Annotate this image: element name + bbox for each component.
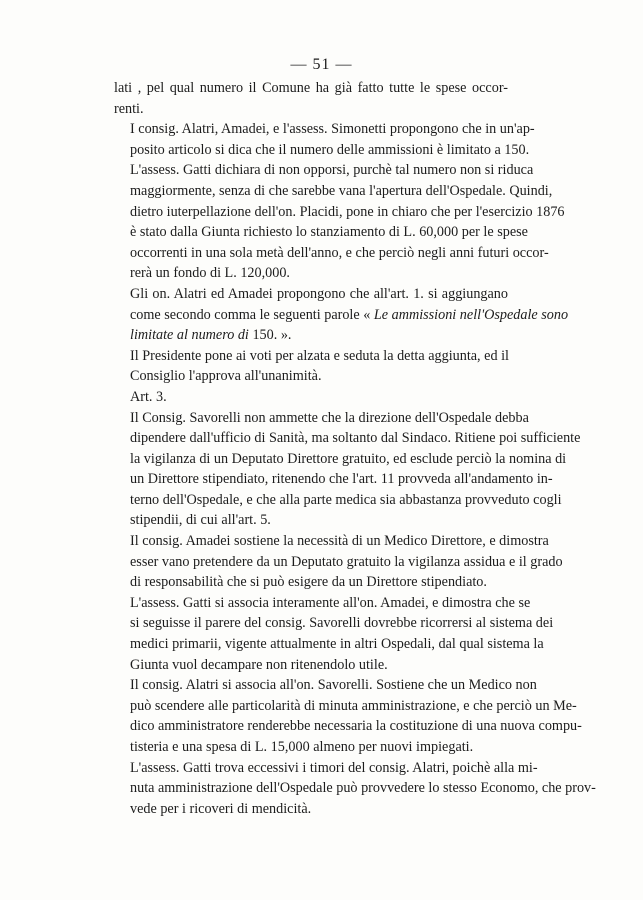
text-line: Giunta vuol decampare non ritenendolo utile.: [130, 656, 388, 673]
text-line: medici primarii, vigente attualmente in altri Ospedali, dal qual sistema la: [130, 636, 544, 653]
paragraph: [114, 758, 596, 820]
text-line: L'assess. Gatti dichiara di non opporsi, purchè tal numero non si riduca: [130, 162, 534, 179]
text-line: L'assess. Gatti si associa interamente all'on. Amadei, e dimostra che se: [130, 594, 531, 611]
text-line: è stato dalla Giunta richiesto lo stanziamento di L. 60,000 per le spese: [130, 224, 528, 241]
text-line: può scendere alle particolarità di minuta amministrazione, e che perciò un Me-: [130, 697, 577, 714]
text-line: Consiglio l'approva all'unanimità.: [130, 368, 322, 385]
text-line: Il consig. Alatri si associa all'on. Savorelli. Sostiene che un Medico non: [130, 677, 537, 694]
paragraph: [114, 408, 581, 532]
text-line: stipendii, di cui all'art. 5.: [130, 512, 271, 529]
text-line: I consig. Alatri, Amadei, e l'assess. Simonetti propongono che in un'ap-: [130, 121, 535, 138]
text-line: maggiormente, senza di che sarebbe vana l'apertura dell'Ospedale. Quindi,: [130, 182, 553, 199]
paragraph: [114, 346, 508, 387]
paragraph: [114, 531, 563, 593]
body-text: [114, 78, 596, 819]
text-line: Il Presidente pone ai voti per alzata e seduta la detta aggiunta, ed il: [130, 347, 509, 364]
paragraph: [114, 284, 569, 346]
text-line: Il Consig. Savorelli non ammette che la direzione dell'Ospedale debba: [130, 409, 529, 426]
text-line: tisteria e una spesa di L. 15,000 almeno per nuovi impiegati.: [130, 739, 474, 755]
text-line: la vigilanza di un Deputato Direttore gratuito, ed esclude perciò la nomina di: [130, 450, 567, 467]
text-line: limitate al numero di 150. ».: [130, 327, 292, 344]
text-line: Art. 3.: [130, 388, 167, 405]
text-line: lati , pel qual numero il Comune ha già fatto tutte le spese occor-: [114, 80, 508, 96]
text-line: terno dell'Ospedale, e che alla parte medica sia abbastanza provveduto cogli: [130, 491, 562, 508]
text-line: dietro iuterpellazione dell'on. Placidi, pone in chiaro che per l'esercizio 1876: [130, 203, 565, 220]
text-line: nuta amministrazione dell'Ospedale può provvedere lo stesso Economo, che prov-: [130, 780, 596, 797]
text-line: dipendere dall'ufficio di Sanità, ma soltanto dal Sindaco. Ritiene poi sufficiente: [130, 430, 581, 447]
text-line: dico amministratore renderebbe necessaria la costituzione di una nuova compu-: [130, 718, 582, 735]
paragraph: [114, 387, 508, 408]
text-line: di responsabilità che si può esigere da un Direttore stipendiato.: [130, 574, 487, 591]
paragraph: [114, 78, 508, 119]
text-line: un Direttore stipendiato, ritenendo che l'art. 11 provveda all'andamento in-: [130, 471, 553, 488]
text-line: come secondo comma le seguenti parole « Le ammissioni nell'Ospedale sono: [130, 306, 569, 323]
text-line: Gli on. Alatri ed Amadei propongono che all'art. 1. si aggiungano: [130, 285, 508, 302]
text-line: esser vano pretendere da un Deputato gratuito la vigilanza assidua e il grado: [130, 553, 563, 570]
text-line: vede per i ricoveri di mendicità.: [130, 800, 312, 817]
text-line: rerà un fondo di L. 120,000.: [130, 265, 290, 282]
paragraph: [114, 160, 565, 284]
text-line: si seguisse il parere del consig. Savorelli dovrebbe ricorrersi al sistema dei: [130, 615, 554, 632]
page-number: — 51 —: [290, 56, 353, 73]
text-line: posito articolo si dica che il numero delle ammissioni è limitato a 150.: [130, 141, 530, 158]
paragraph: [114, 119, 535, 160]
text-line: Il consig. Amadei sostiene la necessità di un Medico Direttore, e dimostra: [130, 533, 549, 550]
paragraph: [114, 675, 582, 757]
text-line: occorrenti in una sola metà dell'anno, e che perciò negli anni futuri occor-: [130, 244, 549, 261]
paragraph: [114, 593, 554, 675]
text-line: renti.: [114, 100, 144, 117]
text-line: L'assess. Gatti trova eccessivi i timori del consig. Alatri, poichè alla mi-: [130, 759, 538, 776]
